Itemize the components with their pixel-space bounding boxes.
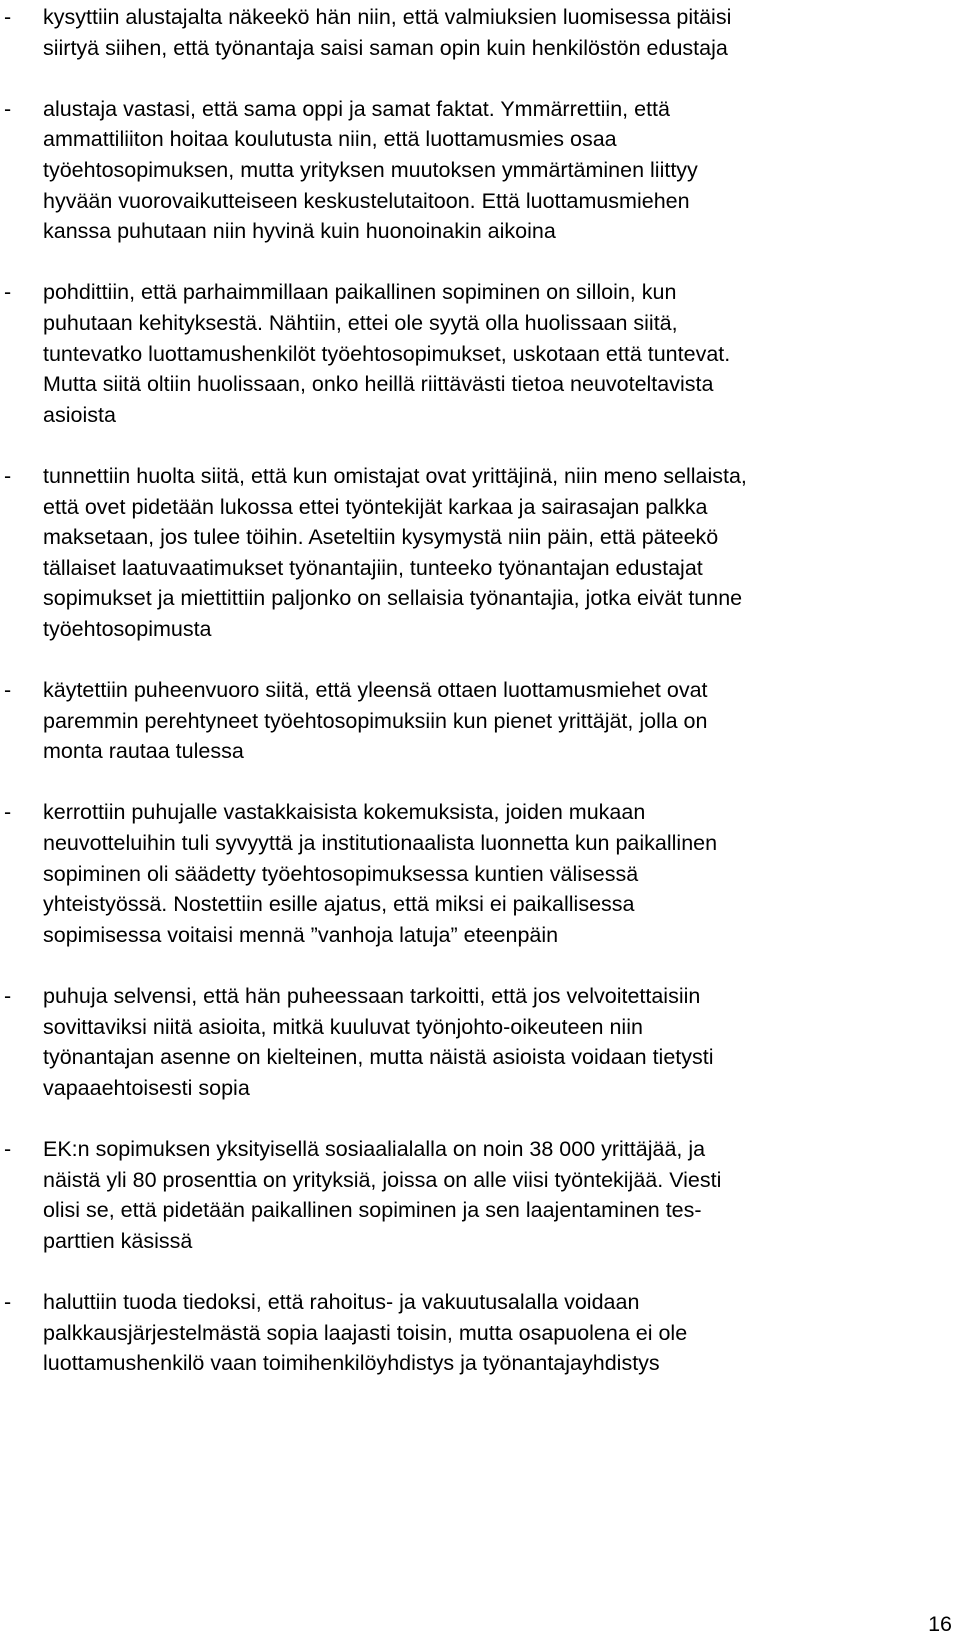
text-line: monta rautaa tulessa (43, 739, 244, 764)
text-line: alustaja vastasi, että sama oppi ja samat faktat. Ymmärrettiin, että (43, 96, 670, 121)
text-line: hyvään vuorovaikutteiseen keskustelutaitoon. Että luottamusmiehen (43, 188, 690, 213)
text-line: EK:n sopimuksen yksityisellä sosiaalialalla on noin 38 000 yrittäjää, ja (43, 1136, 706, 1161)
text-line: parttien käsissä (43, 1228, 193, 1253)
list-item-marker: - (4, 1136, 12, 1161)
list-item (4, 981, 904, 1103)
page-number: 16 (928, 1612, 952, 1636)
list-item-text (43, 277, 904, 430)
list-item-marker: - (4, 5, 12, 29)
list-item-text (43, 675, 904, 767)
list-item (4, 2, 904, 63)
list-item-marker: - (4, 463, 12, 488)
list-item-text (43, 1287, 904, 1379)
text-line: luottamushenkilö vaan toimihenkilöyhdistys ja työnantajayhdistys (43, 1351, 660, 1376)
text-line: kanssa puhutaan niin hyvinä kuin huonoinakin aikoina (43, 219, 556, 244)
text-line: puhuja selvensi, että hän puheessaan tarkoitti, että jos velvoitettaisiin (43, 984, 701, 1008)
text-line: paremmin perehtyneet työehtosopimuksiin kun pienet yrittäjät, jolla on (43, 708, 708, 733)
list-item-marker: - (4, 96, 12, 121)
text-line: haluttiin tuoda tiedoksi, että rahoitus- ja vakuutusalalla voidaan (43, 1289, 640, 1314)
list-item-marker: - (4, 678, 12, 703)
text-line: työnantajan asenne on kielteinen, mutta näistä asioista voidaan tietysti (43, 1045, 714, 1070)
text-line: tällaiset laatuvaatimukset työnantajiin, tunteeko työnantajan edustajat (43, 555, 703, 580)
text-line: käytettiin puheenvuoro siitä, että yleensä ottaen luottamusmiehet ovat (43, 678, 708, 703)
list-item-text (43, 2, 904, 63)
text-line: pohdittiin, että parhaimmillaan paikallinen sopiminen on silloin, kun (43, 280, 677, 305)
list-item-text (43, 461, 904, 645)
text-line: siirtyä siihen, että työnantaja saisi saman opin kuin henkilöstön edustaja (43, 35, 728, 60)
list-item (4, 797, 904, 950)
text-line: sopimisessa voitaisi mennä ”vanhoja latuja” eteenpäin (43, 922, 559, 947)
text-line: yhteistyössä. Nostettiin esille ajatus, että miksi ei paikallisessa (43, 892, 635, 917)
list-item-text (43, 981, 904, 1103)
list-item (4, 675, 904, 767)
text-line: olisi se, että pidetään paikallinen sopiminen ja sen laajentaminen tes- (43, 1198, 702, 1223)
text-line: palkkausjärjestelmästä sopia laajasti toisin, mutta osapuolena ei ole (43, 1320, 688, 1345)
text-line: työehtosopimuksen, mutta yrityksen muutoksen ymmärtäminen liittyy (43, 157, 698, 182)
text-line: tuntevatko luottamushenkilöt työehtosopimukset, uskotaan että tuntevat. (43, 341, 731, 366)
list-item (4, 1287, 904, 1379)
text-line: kerrottiin puhujalle vastakkaisista kokemuksista, joiden mukaan (43, 800, 646, 825)
list-item (4, 461, 904, 645)
text-line: sopimukset ja miettittiin paljonko on sellaisia työnantajia, jotka eivät tunne (43, 586, 743, 611)
text-line: työehtosopimusta (43, 616, 212, 641)
list-item-marker: - (4, 1289, 12, 1314)
text-line: sopiminen oli säädetty työehtosopimuksessa kuntien välisessä (43, 861, 639, 886)
list-item-text (43, 797, 904, 950)
list-item (4, 277, 904, 430)
text-line: tunnettiin huolta siitä, että kun omistajat ovat yrittäjinä, niin meno sellaista, (43, 463, 747, 488)
text-line: maksetaan, jos tulee töihin. Aseteltiin kysymystä niin päin, että päteekö (43, 525, 719, 550)
text-line: asioista (43, 402, 116, 427)
list-item (4, 1134, 904, 1256)
text-line: ammattiliiton hoitaa koulutusta niin, että luottamusmies osaa (43, 127, 617, 152)
list-item-marker: - (4, 984, 12, 1008)
text-line: puhutaan kehityksestä. Nähtiin, ettei ole syytä olla huolissaan siitä, (43, 310, 678, 335)
text-line: kysyttiin alustajalta näkeekö hän niin, että valmiuksien luomisessa pitäisi (43, 5, 732, 29)
list-item-marker: - (4, 800, 12, 825)
text-line: vapaaehtoisesti sopia (43, 1075, 250, 1100)
list-item-text (43, 94, 904, 247)
text-line: neuvotteluihin tuli syvyyttä ja institutionaalista luonnetta kun paikallinen (43, 831, 718, 856)
list-item (4, 94, 904, 247)
text-line: että ovet pidetään lukossa ettei työntekijät karkaa ja sairasajan palkka (43, 494, 708, 519)
list-item-marker: - (4, 280, 12, 305)
text-line: Mutta siitä oltiin huolissaan, onko heillä riittävästi tietoa neuvoteltavista (43, 372, 714, 397)
text-line: näistä yli 80 prosenttia on yrityksiä, joissa on alle viisi työntekijää. Viesti (43, 1167, 722, 1192)
text-line: sovittaviksi niitä asioita, mitkä kuuluvat työnjohto-oikeuteen niin (43, 1014, 643, 1039)
bullet-list (4, 2, 904, 1379)
list-item-text (43, 1134, 904, 1256)
